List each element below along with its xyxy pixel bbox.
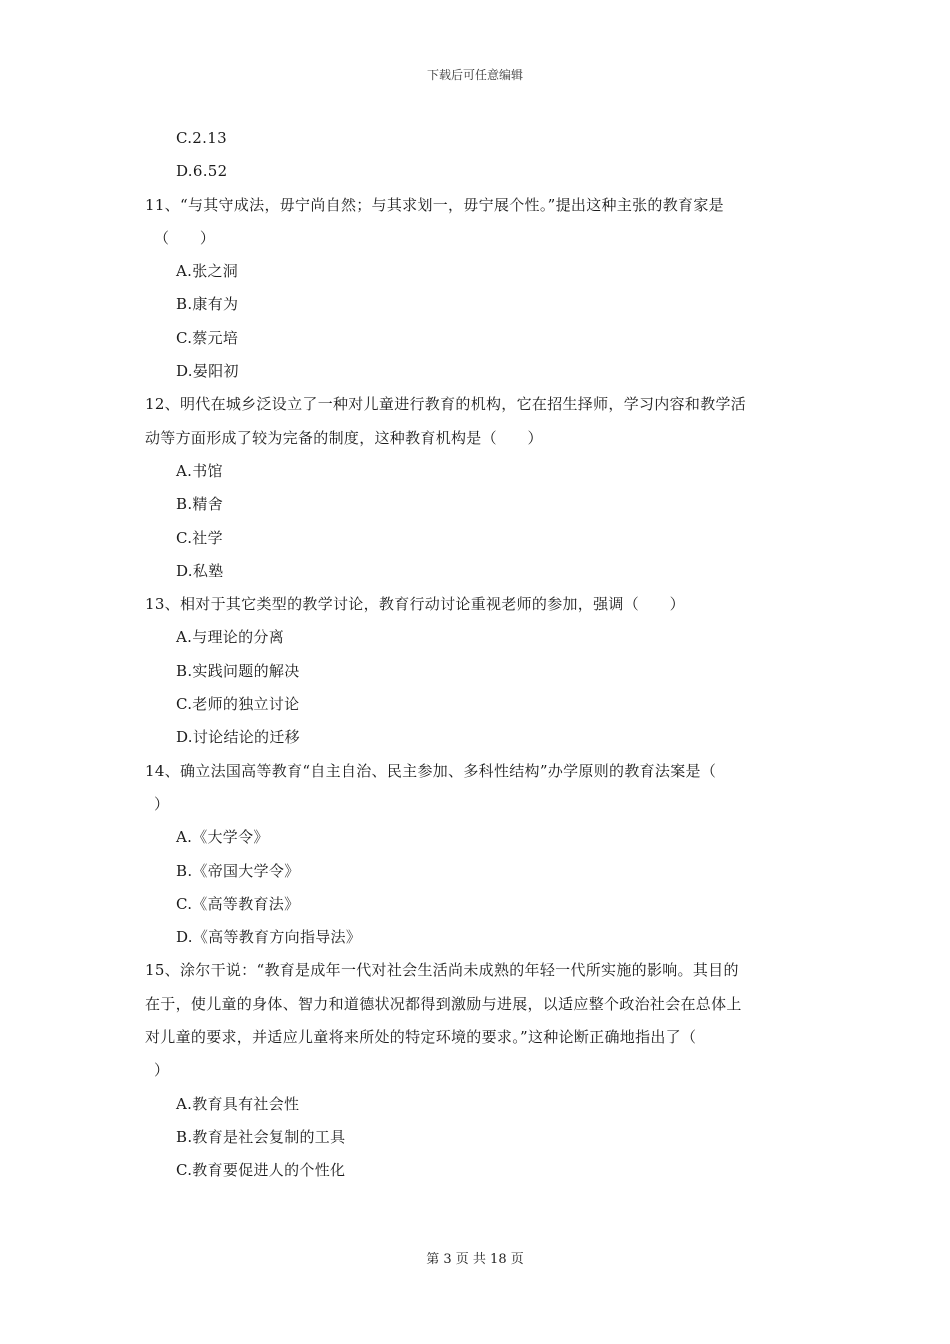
answer-option: D.晏阳初 bbox=[176, 362, 239, 381]
question-text: 动等方面形成了较为完备的制度，这种教育机构是（ ） bbox=[145, 428, 543, 447]
answer-option: D.6.52 bbox=[176, 162, 228, 181]
question-continuation: （ ） bbox=[154, 228, 216, 247]
answer-option: A.《大学令》 bbox=[176, 828, 269, 847]
question-text: 15、涂尔干说：“教育是成年一代对社会生活尚未成熟的年轻一代所实施的影响。其目的 bbox=[145, 961, 739, 980]
question-text: 11、“与其守成法，毋宁尚自然；与其求划一，毋宁展个性。”提出这种主张的教育家是 bbox=[145, 195, 724, 214]
question-text: 14、确立法国高等教育“自主自治、民主参加、多科性结构”办学原则的教育法案是（ bbox=[145, 761, 717, 780]
question-content bbox=[145, 122, 810, 1188]
answer-option: C.老师的独立讨论 bbox=[176, 695, 300, 714]
answer-option: A.张之洞 bbox=[176, 262, 239, 281]
answer-option: A.与理论的分离 bbox=[176, 628, 285, 647]
answer-option: C.教育要促进人的个性化 bbox=[176, 1161, 346, 1180]
answer-option: B.《帝国大学令》 bbox=[176, 861, 300, 880]
question-continuation: ） bbox=[154, 794, 170, 813]
answer-option: C.2.13 bbox=[176, 129, 227, 147]
answer-option: A.书馆 bbox=[176, 461, 223, 480]
question-text: 在于，使儿童的身体、智力和道德状况都得到激励与进展，以适应整个政治社会在总体上 bbox=[145, 994, 742, 1013]
answer-option: B.康有为 bbox=[176, 295, 239, 314]
answer-option: D.《高等教育方向指导法》 bbox=[176, 928, 362, 947]
question-text: 12、明代在城乡泛设立了一种对儿童进行教育的机构，它在招生择师，学习内容和教学活 bbox=[145, 395, 747, 414]
answer-option: C.《高等教育法》 bbox=[176, 894, 300, 913]
answer-option: D.讨论结论的迁移 bbox=[176, 728, 300, 747]
page-footer: 第 3 页 共 18 页 bbox=[426, 1252, 524, 1267]
page-header: 下载后可任意编辑 bbox=[426, 68, 523, 82]
answer-option: B.实践问题的解决 bbox=[176, 661, 300, 680]
answer-option: A.教育具有社会性 bbox=[176, 1094, 300, 1113]
answer-option: D.私塾 bbox=[176, 561, 224, 580]
question-text: 对儿童的要求，并适应儿童将来所处的特定环境的要求。”这种论断正确地指出了（ bbox=[145, 1028, 697, 1047]
answer-option: C.社学 bbox=[176, 528, 223, 547]
answer-option: C.蔡元培 bbox=[176, 328, 239, 347]
answer-option: B.教育是社会复制的工具 bbox=[176, 1127, 346, 1146]
question-text: 13、相对于其它类型的教学讨论，教育行动讨论重视老师的参加，强调（ ） bbox=[145, 595, 685, 614]
question-continuation: ） bbox=[154, 1061, 170, 1080]
answer-option: B.精舍 bbox=[176, 495, 223, 514]
